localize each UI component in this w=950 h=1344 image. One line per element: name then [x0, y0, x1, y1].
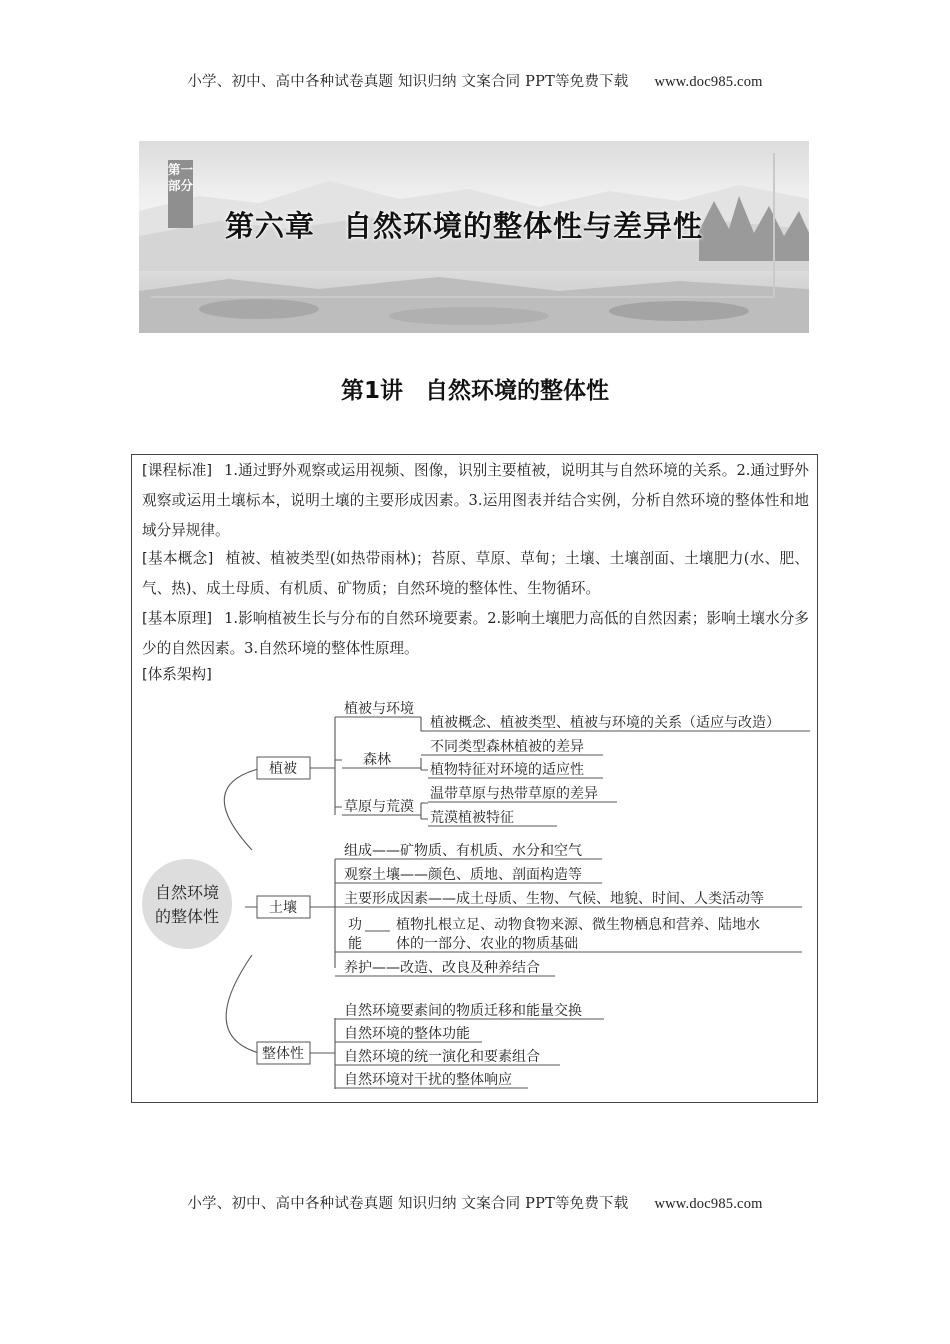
connector-center-integrity	[226, 955, 259, 1053]
center-node	[142, 859, 232, 949]
soil-item-3: 主要形成因素——成土母质、生物、气候、地貌、时间、人类活动等	[344, 891, 764, 907]
soil-item-1: 组成——矿物质、有机质、水分和空气	[344, 843, 582, 859]
grassland-item-1: 温带草原与热带草原的差异	[430, 786, 598, 802]
chapter-title	[225, 204, 703, 245]
page-footer	[0, 1192, 950, 1213]
group-label-grassland-desert: 草原与荒漠	[344, 799, 414, 815]
connector-center-vegetation	[224, 768, 262, 850]
integrity-item-1: 自然环境要素间的物质迁移和能量交换	[344, 1003, 582, 1019]
principles-tag: [基本原理]	[142, 610, 213, 627]
center-line-2: 的整体性	[154, 907, 220, 926]
integrity-item-2: 自然环境的整体功能	[344, 1026, 470, 1042]
forest-item-2: 植物特征对环境的适应性	[430, 762, 584, 778]
header-text: 小学、初中、高中各种试卷真题 知识归纳 文案合同 PPT等免费下载	[187, 74, 629, 90]
overview-box	[131, 454, 818, 1103]
architecture-tag: [体系架构]	[142, 666, 212, 683]
footer-text: 小学、初中、高中各种试卷真题 知识归纳 文案合同 PPT等免费下载	[187, 1196, 629, 1212]
function-label-2: 能	[348, 936, 362, 952]
footer-site[interactable]: www.doc985.com	[654, 1196, 763, 1212]
concepts-text: 植被、植被类型(如热带雨林)；苔原、草原、草甸；土壤、土壤剖面、土壤肥力(水、肥、气、热)、成土母质、有机质、矿物质；自然环境的整体性、生物循环。	[142, 550, 809, 597]
principles-text: 1.影响植被生长与分布的自然环境要素。2.影响土壤肥力高低的自然因素；影响土壤水分多少的自然因素。3.自然环境的整体性原理。	[142, 610, 810, 657]
lecture-number: 第1讲	[340, 378, 403, 404]
concepts-tag: [基本概念]	[142, 550, 214, 567]
page-header	[0, 70, 950, 91]
soil-item-care: 养护——改造、改良及种养结合	[344, 960, 540, 976]
integrity-label: 整体性	[262, 1046, 304, 1062]
function-text-1: 植物扎根立足、动物食物来源、微生物栖息和营养、陆地水	[396, 917, 760, 933]
grassland-item-2: 荒漠植被特征	[430, 810, 514, 826]
integrity-item-3: 自然环境的统一演化和要素组合	[344, 1049, 540, 1065]
lecture-name: 自然环境的整体性	[425, 378, 609, 404]
integrity-item-4: 自然环境对干扰的整体响应	[344, 1072, 512, 1088]
vegetation-label: 植被	[269, 761, 297, 777]
soil-item-2: 观察土壤——颜色、质地、剖面构造等	[344, 867, 582, 883]
lecture-title	[0, 372, 950, 405]
header-site[interactable]: www.doc985.com	[654, 74, 763, 90]
vegetation-item-1: 植被概念、植被类型、植被与环境的关系（适应与改造）	[430, 715, 780, 731]
function-text-2: 体的一部分、农业的物质基础	[396, 936, 578, 952]
center-line-1: 自然环境	[154, 883, 220, 902]
group-label-forest: 森林	[363, 752, 391, 768]
standards-text: 1.通过野外观察或运用视频、图像，识别主要植被，说明其与自然环境的关系。2.通过野外观察或运用土壤标本，说明土壤的主要形成因素。3.运用图表并结合实例，分析自然环境的整体性和地域分异规律。	[142, 462, 810, 539]
chapter-number: 第六章	[225, 209, 316, 243]
standards-tag: [课程标准]	[142, 462, 213, 479]
mind-map	[132, 455, 819, 1104]
function-label-1: 功	[348, 917, 362, 933]
soil-label: 土壤	[269, 900, 297, 916]
chapter-banner	[139, 141, 809, 333]
part-label: 第一部分	[168, 160, 193, 228]
chapter-subtitle: 自然环境的整体性与差异性	[343, 209, 704, 243]
forest-item-1: 不同类型森林植被的差异	[430, 739, 584, 755]
group-label-vegetation-environment: 植被与环境	[344, 701, 414, 717]
